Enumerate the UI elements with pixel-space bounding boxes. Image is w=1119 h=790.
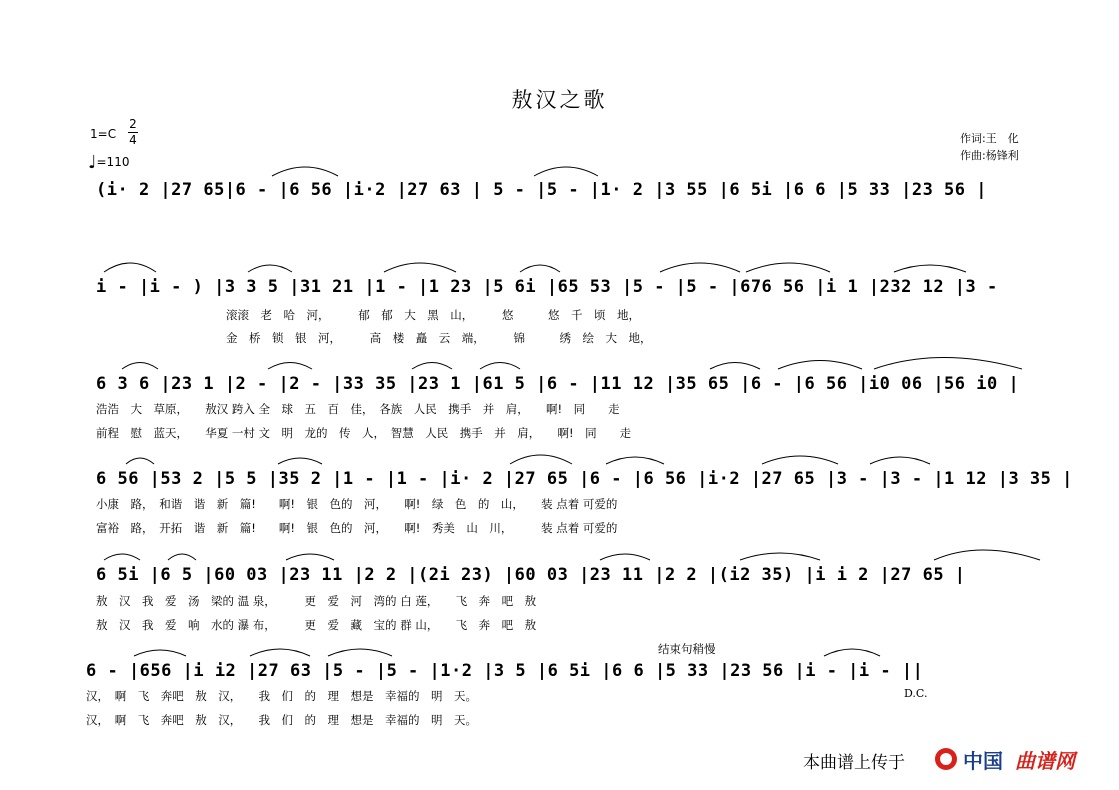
site-logo-icon bbox=[935, 748, 957, 770]
lyric-line-2-verse-1: 滚滚 老 哈 河， 郁 郁 大 黑 山， 悠 悠 千 顷 地， bbox=[226, 308, 640, 322]
slur-mark bbox=[894, 265, 966, 272]
slur-mark bbox=[168, 554, 196, 560]
slur-mark bbox=[104, 263, 156, 272]
slur-mark bbox=[660, 263, 740, 272]
slur-mark bbox=[104, 554, 140, 560]
time-signature-bottom: 4 bbox=[129, 133, 137, 147]
slur-mark bbox=[740, 553, 820, 560]
da-capo-marking: D.C. bbox=[904, 687, 928, 700]
lyric-line-5-verse-1: 敖 汉 我 爱 汤 梁的 温 泉， 更 爱 河 湾的 白 莲， 飞 奔 吧 敖 bbox=[96, 594, 537, 608]
slur-mark bbox=[606, 457, 664, 464]
slur-mark bbox=[126, 458, 154, 464]
slur-mark bbox=[710, 363, 760, 370]
slur-mark bbox=[122, 363, 158, 370]
lyric-line-3-verse-1: 浩浩 大 草原， 敖汉 跨入 全 球 五 百 佳， 各族 人民 携手 并 肩， 啊! 同 走 bbox=[96, 402, 620, 416]
site-logo-text-site: 曲谱网 bbox=[1015, 749, 1075, 773]
tempo-value: =110 bbox=[96, 155, 130, 169]
slur-mark bbox=[870, 457, 930, 464]
slur-mark bbox=[510, 455, 572, 464]
quarter-note-icon: ♩ bbox=[88, 152, 97, 173]
song-title: 敖汉之歌 bbox=[511, 88, 608, 112]
slur-mark bbox=[534, 167, 598, 176]
lyric-line-3-verse-2: 前程 慰 蓝天， 华夏 一村 文 明 龙的 传 人， 智慧 人民 携手 并 肩， 啊! 同 走 bbox=[96, 426, 632, 440]
slur-mark bbox=[286, 554, 334, 560]
notation-line-1: (i· 2 |27 65|6 - |6 56 |i·2 |27 63 | 5 - |5 - |1· 2 |3 55 |6 5i |6 6 |5 33 |23 56 | bbox=[96, 180, 987, 200]
notation-line-3: 6 3 6 |23 1 |2 - |2 - |33 35 |23 1 |61 5 |6 - |11 12 |35 65 |6 - |6 56 |i0 06 |56 i0 | bbox=[96, 374, 1020, 394]
slur-mark bbox=[934, 550, 1040, 560]
slur-mark bbox=[328, 649, 392, 656]
lyric-line-4-verse-2: 富裕 路， 开拓 谐 新 篇! 啊! 银 色的 河， 啊! 秀美 山 川， 装 点着 可爱的 bbox=[96, 521, 618, 535]
notation-line-4: 6 56 |53 2 |5 5 |35 2 |1 - |1 - |i· 2 |27 65 |6 - |6 56 |i·2 |27 65 |3 - |3 - |1 12 |3 35 | bbox=[96, 469, 1073, 489]
lyric-line-4-verse-1: 小康 路， 和谐 谐 新 篇! 啊! 银 色的 河， 啊! 绿 色 的 山， 装 点着 可爱的 bbox=[96, 497, 618, 511]
lyricist-credit: 作词:王 化 bbox=[960, 132, 1019, 145]
slur-mark bbox=[272, 167, 338, 176]
key-signature: 1=C bbox=[90, 127, 117, 141]
slur-mark bbox=[384, 263, 456, 272]
slur-mark bbox=[480, 363, 520, 370]
slur-mark bbox=[600, 554, 650, 560]
slur-mark bbox=[762, 456, 838, 464]
slur-mark bbox=[824, 649, 880, 656]
notation-line-5: 6 5i |6 5 |60 03 |23 11 |2 2 |(2i 23) |60 03 |23 11 |2 2 |(i2 35) |i i 2 |27 65 | bbox=[96, 565, 966, 585]
coda-note: 结束句稍慢 bbox=[658, 642, 716, 656]
lyric-line-6-verse-2: 汉， 啊 飞 奔吧 敖 汉， 我 们 的 理 想是 幸福的 明 天。 bbox=[86, 713, 477, 727]
slur-mark bbox=[746, 263, 830, 272]
slur-mark bbox=[778, 361, 862, 370]
slur-mark bbox=[412, 363, 452, 370]
lyric-line-2-verse-2: 金 桥 锁 银 河， 高 楼 矗 云 端， 锦 绣 绘 大 地， bbox=[226, 331, 652, 345]
slur-mark bbox=[248, 265, 292, 272]
time-signature-top: 2 bbox=[129, 117, 137, 131]
site-logo-text-cn: 中国 bbox=[963, 749, 1003, 773]
lyric-line-6-verse-1: 汉， 啊 飞 奔吧 敖 汉， 我 们 的 理 想是 幸福的 明 天。 bbox=[86, 689, 477, 703]
lyric-line-5-verse-2: 敖 汉 我 爱 响 水的 瀑 布， 更 爱 藏 宝的 群 山， 飞 奔 吧 敖 bbox=[96, 618, 537, 632]
slur-mark bbox=[134, 650, 186, 656]
composer-credit: 作曲:杨锋利 bbox=[960, 149, 1019, 162]
footer-caption: 本曲谱上传于 bbox=[803, 753, 905, 773]
slur-mark bbox=[268, 363, 312, 370]
notation-line-2: i - |i - ) |3 3 5 |31 21 |1 - |1 23 |5 6i |65 53 |5 - |5 - |676 56 |i 1 |232 12 |3 - bbox=[96, 277, 998, 297]
slur-mark bbox=[874, 358, 1022, 370]
notation-line-6: 6 - |656 |i i2 |27 63 |5 - |5 - |1·2 |3 5 |6 5i |6 6 |5 33 |23 56 |i - |i - || bbox=[86, 661, 924, 681]
slur-mark bbox=[520, 265, 560, 272]
slur-mark bbox=[278, 458, 322, 464]
slur-mark bbox=[250, 649, 310, 656]
